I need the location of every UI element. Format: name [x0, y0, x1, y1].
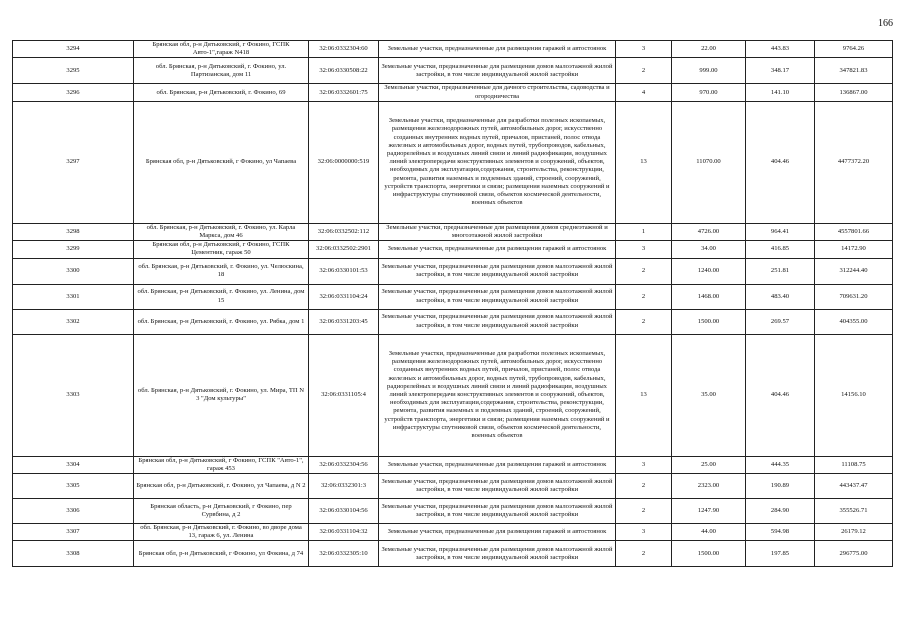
cadastral-number-cell: 32:06:0000000:519 [309, 101, 379, 223]
land-use-cell: Земельные участки, предназначенные для размещения домов малоэтажной жилой застройки, в том числе индивидуальной жилой застройки [379, 258, 616, 284]
row-number: 3303 [13, 334, 134, 456]
table-row [13, 334, 893, 456]
address-cell: Брянская обл, р-н Дятьковский, г Фокино, ул Фокина, д 74 [134, 541, 309, 567]
address-cell: обл. Брянская, р-н Дятьковский, г. Фокино, ул. Мира, ТП N 3 "Дом культуры" [134, 334, 309, 456]
specific-value-cell: 190.89 [746, 474, 815, 499]
address-cell: обл. Брянская, р-н Дятьковский, г. Фокино, ул. Партизанская, дом 11 [134, 58, 309, 84]
cadastral-number-cell: 32:06:0331203:45 [309, 309, 379, 334]
land-use-cell: Земельные участки, предназначенные для дачного строительства, садоводства и огородничества [379, 84, 616, 101]
address-cell: Брянская обл, р-н Дятьковский, г Фокино, ГСПК Авто-1",гараж N418 [134, 41, 309, 58]
table-row [13, 84, 893, 101]
specific-value-cell: 141.10 [746, 84, 815, 101]
area-cell: 4726.00 [672, 223, 746, 240]
area-cell: 1247.90 [672, 499, 746, 524]
row-number: 3307 [13, 524, 134, 541]
use-group-cell: 1 [616, 223, 672, 240]
area-cell: 999.00 [672, 58, 746, 84]
row-number: 3304 [13, 456, 134, 473]
table-row [13, 284, 893, 309]
address-cell: обл. Брянская, р-н Дятьковский, г. Фокино, во дворе дома 13, гараж 6, ул. Ленина [134, 524, 309, 541]
cadastral-number-cell: 32:06:0332601:75 [309, 84, 379, 101]
area-cell: 44.00 [672, 524, 746, 541]
specific-value-cell: 483.40 [746, 284, 815, 309]
table-row [13, 456, 893, 473]
land-use-cell: Земельные участки, предназначенные для разработки полезных ископаемых, размещения железнодорожных путей, автомобильных дорог, искусственно созданных внутренних водных путей, причалов, пристаней, полос отвода железных и автомобильных дорог, водных путей, трубопроводов, кабельных, радиорелейных и воздушных линий связи и линий радиофикации, воздушных линий электропередачи конструктивных элементов и сооружений, объектов, необходимых для эксплуатации,содержания, строительства, реконструкции, ремонта, развития наземных и подземных зданий, строений, сооружений, устройств транспорта, энергетики и связи; размещения наземных сооружений и инфраструктуры спутниковой связи, объектов космической деятельности, военных объектов [379, 334, 616, 456]
cadastral-value-cell: 14156.10 [815, 334, 893, 456]
table-row [13, 474, 893, 499]
use-group-cell: 2 [616, 284, 672, 309]
table-row [13, 58, 893, 84]
row-number: 3299 [13, 241, 134, 258]
land-use-cell: Земельные участки, предназначенные для размещения домов малоэтажной жилой застройки, в том числе индивидуальной жилой застройки [379, 284, 616, 309]
cadastral-value-cell: 404355.00 [815, 309, 893, 334]
cadastral-value-cell: 296775.00 [815, 541, 893, 567]
land-use-cell: Земельные участки, предназначенные для разработки полезных ископаемых, размещения железнодорожных путей, автомобильных дорог, искусственно созданных внутренних водных путей, причалов, пристаней, полос отвода железных и автомобильных дорог, водных путей, трубопроводов, кабельных, радиорелейных и воздушных линий связи и линий радиофикации, воздушных линий электропередачи конструктивных элементов и сооружений, объектов, необходимых для эксплуатации,содержания, строительства, реконструкции, ремонта, развития наземных и подземных зданий, строений, сооружений, устройств транспорта, энергетики и связи; размещения наземных сооружений и инфраструктуры спутниковой связи, объектов космической деятельности, военных объектов [379, 101, 616, 223]
table-row [13, 241, 893, 258]
cadastral-number-cell: 32:06:0331104:32 [309, 524, 379, 541]
land-use-cell: Земельные участки, предназначенные для размещения гаражей и автостоянок [379, 524, 616, 541]
table-row [13, 41, 893, 58]
cadastral-value-cell: 136867.00 [815, 84, 893, 101]
cadastral-number-cell: 32:06:0330104:56 [309, 499, 379, 524]
row-number: 3308 [13, 541, 134, 567]
use-group-cell: 13 [616, 101, 672, 223]
area-cell: 25.00 [672, 456, 746, 473]
table-row [13, 524, 893, 541]
table-row [13, 258, 893, 284]
specific-value-cell: 416.85 [746, 241, 815, 258]
cadastral-number-cell: 32:06:0332301:3 [309, 474, 379, 499]
row-number: 3297 [13, 101, 134, 223]
cadastral-value-cell: 709631.20 [815, 284, 893, 309]
cadastral-number-cell: 32:06:0332304:56 [309, 456, 379, 473]
cadastral-number-cell: 32:06:0330508:22 [309, 58, 379, 84]
specific-value-cell: 964.41 [746, 223, 815, 240]
specific-value-cell: 404.46 [746, 334, 815, 456]
address-cell: Брянская обл, р-н Дятьковский, г Фокино, ГСПК "Авто-1", гараж 453 [134, 456, 309, 473]
table-row [13, 101, 893, 223]
cadastral-number-cell: 32:06:0331105:4 [309, 334, 379, 456]
area-cell: 1240.00 [672, 258, 746, 284]
specific-value-cell: 594.98 [746, 524, 815, 541]
cadastral-number-cell: 32:06:0332304:60 [309, 41, 379, 58]
area-cell: 35.00 [672, 334, 746, 456]
cadastral-number-cell: 32:06:0332305:10 [309, 541, 379, 567]
address-cell: обл. Брянская, р-н Дятьковский, г. Фокино, ул. Рябка, дом 1 [134, 309, 309, 334]
address-cell: обл. Брянская, р-н Дятьковский, г. Фокино, 69 [134, 84, 309, 101]
table-row [13, 309, 893, 334]
use-group-cell: 3 [616, 456, 672, 473]
use-group-cell: 3 [616, 241, 672, 258]
row-number: 3296 [13, 84, 134, 101]
specific-value-cell: 348.17 [746, 58, 815, 84]
land-use-cell: Земельные участки, предназначенные для размещения домов малоэтажной жилой застройки, в том числе индивидуальной жилой застройки [379, 499, 616, 524]
address-cell: обл. Брянская, р-н Дятьковский, г. Фокино, ул. Ленина, дом 15 [134, 284, 309, 309]
row-number: 3294 [13, 41, 134, 58]
address-cell: обл. Брянская, р-н Дятьковский, г. Фокино, ул. Карла Маркса, дом 46 [134, 223, 309, 240]
page-number: 166 [878, 18, 893, 29]
row-number: 3295 [13, 58, 134, 84]
use-group-cell: 4 [616, 84, 672, 101]
cadastral-number-cell: 32:06:0331104:24 [309, 284, 379, 309]
use-group-cell: 13 [616, 334, 672, 456]
use-group-cell: 2 [616, 309, 672, 334]
use-group-cell: 2 [616, 258, 672, 284]
row-number: 3306 [13, 499, 134, 524]
cadastral-value-cell: 14172.90 [815, 241, 893, 258]
land-use-cell: Земельные участки, предназначенные для размещения гаражей и автостоянок [379, 456, 616, 473]
row-number: 3305 [13, 474, 134, 499]
specific-value-cell: 284.90 [746, 499, 815, 524]
land-use-cell: Земельные участки, предназначенные для размещения домов среднеэтажной и многоэтажной жилой застройки [379, 223, 616, 240]
cadastral-value-cell: 355526.71 [815, 499, 893, 524]
area-cell: 22.00 [672, 41, 746, 58]
land-use-cell: Земельные участки, предназначенные для размещения домов малоэтажной жилой застройки, в том числе индивидуальной жилой застройки [379, 309, 616, 334]
address-cell: обл. Брянская, р-н Дятьковский, г. Фокино, ул. Челюскина, 18 [134, 258, 309, 284]
cadastral-value-cell: 443437.47 [815, 474, 893, 499]
area-cell: 970.00 [672, 84, 746, 101]
address-cell: Брянская обл, р-н Дятьковский, г Фокино, ГСПК Цементник, гараж 50 [134, 241, 309, 258]
cadastral-value-cell: 9764.26 [815, 41, 893, 58]
specific-value-cell: 269.57 [746, 309, 815, 334]
table-row [13, 541, 893, 567]
use-group-cell: 3 [616, 41, 672, 58]
specific-value-cell: 251.81 [746, 258, 815, 284]
cadastral-value-cell: 312244.40 [815, 258, 893, 284]
use-group-cell: 2 [616, 58, 672, 84]
use-group-cell: 2 [616, 541, 672, 567]
table-row [13, 499, 893, 524]
area-cell: 1500.00 [672, 309, 746, 334]
row-number: 3298 [13, 223, 134, 240]
row-number: 3302 [13, 309, 134, 334]
address-cell: Брянская обл, р-н Дятьковский, г Фокино, ул Чапаева [134, 101, 309, 223]
specific-value-cell: 197.85 [746, 541, 815, 567]
cadastral-value-cell: 11108.75 [815, 456, 893, 473]
cadastral-value-cell: 4557801.66 [815, 223, 893, 240]
land-use-cell: Земельные участки, предназначенные для размещения домов малоэтажной жилой застройки, в том числе индивидуальной жилой застройки [379, 474, 616, 499]
table-row [13, 223, 893, 240]
row-number: 3300 [13, 258, 134, 284]
land-use-cell: Земельные участки, предназначенные для размещения домов малоэтажной жилой застройки, в том числе индивидуальной жилой застройки [379, 58, 616, 84]
cadastral-value-table [12, 40, 893, 567]
land-use-cell: Земельные участки, предназначенные для размещения гаражей и автостоянок [379, 41, 616, 58]
address-cell: Брянская область, р-н Дятьковский, г Фокино, пер Сурвбина, д 2 [134, 499, 309, 524]
cadastral-value-cell: 26179.12 [815, 524, 893, 541]
cadastral-number-cell: 32:06:0330101:53 [309, 258, 379, 284]
land-use-cell: Земельные участки, предназначенные для размещения гаражей и автостоянок [379, 241, 616, 258]
cadastral-value-cell: 4477372.20 [815, 101, 893, 223]
area-cell: 1468.00 [672, 284, 746, 309]
specific-value-cell: 444.35 [746, 456, 815, 473]
area-cell: 11070.00 [672, 101, 746, 223]
row-number: 3301 [13, 284, 134, 309]
area-cell: 2323.00 [672, 474, 746, 499]
cadastral-number-cell: 32:06:0332502:2901 [309, 241, 379, 258]
address-cell: Брянская обл, р-н Дятьковский, г. Фокино, ул Чапаева, д N 2 [134, 474, 309, 499]
use-group-cell: 2 [616, 499, 672, 524]
specific-value-cell: 404.46 [746, 101, 815, 223]
specific-value-cell: 443.83 [746, 41, 815, 58]
use-group-cell: 3 [616, 524, 672, 541]
area-cell: 1500.00 [672, 541, 746, 567]
cadastral-number-cell: 32:06:0332502:112 [309, 223, 379, 240]
land-use-cell: Земельные участки, предназначенные для размещения домов малоэтажной жилой застройки, в том числе индивидуальной жилой застройки [379, 541, 616, 567]
cadastral-value-cell: 347821.83 [815, 58, 893, 84]
use-group-cell: 2 [616, 474, 672, 499]
area-cell: 34.00 [672, 241, 746, 258]
